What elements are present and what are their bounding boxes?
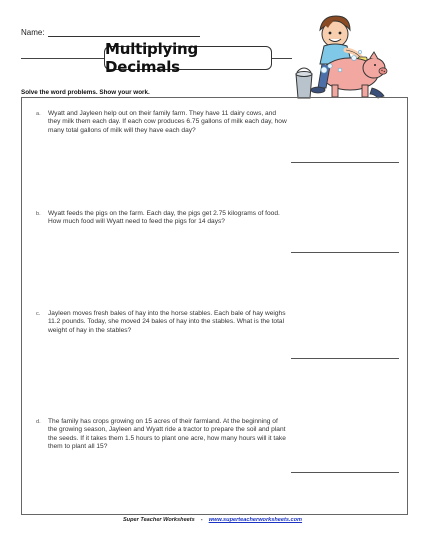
problem-letter: b. [36, 211, 41, 217]
problem-letter: c. [36, 311, 41, 317]
name-field[interactable] [48, 28, 200, 37]
answer-line[interactable] [291, 472, 399, 473]
header-rule-right [272, 58, 292, 59]
instructions: Solve the word problems. Show your work. [21, 89, 150, 96]
problem-text: The family has crops growing on 15 acres of their farmland. At the beginning of the growing season, Jayleen and Wyatt ride a tractor to prepare the soil and plant the seeds. If it takes them 1.5 hours to plant one acre, how many hours will it take them to plant all 15? [48, 418, 286, 451]
footer [0, 517, 425, 523]
problem-text: Wyatt and Jayleen help out on their family farm. They have 11 dairy cows, and they milk them each day. If each cow produces 6.75 gallons of milk each day, how many total gallons of milk will they have each day? [48, 110, 287, 134]
footer-url-link[interactable]: www.superteacherworksheets.com [208, 517, 303, 523]
name-label: Name: [21, 28, 45, 37]
name-row [21, 28, 200, 37]
problem-text: Wyatt feeds the pigs on the farm. Each day, the pigs get 2.75 kilograms of food. How much food will Wyatt need to feed the pigs for 14 days? [48, 210, 280, 226]
answer-line[interactable] [291, 252, 399, 253]
footer-brand: Super Teacher Worksheets [122, 517, 195, 523]
header-rule-left [21, 58, 105, 59]
footer-separator: - [200, 517, 203, 523]
problem-text: Jayleen moves fresh bales of hay into the horse stables. Each bale of hay weighs 11.2 pounds. Today, she moved 24 bales of hay into the stables. What is the total weight of hay in the stables? [48, 310, 286, 334]
problem-letter: a. [36, 111, 41, 117]
answer-line[interactable] [291, 358, 399, 359]
problems-box [21, 97, 408, 515]
boy-washing-pig-icon [292, 8, 388, 108]
answer-line[interactable] [291, 162, 399, 163]
page-title: Multiplying Decimals [105, 40, 199, 76]
title-box [104, 40, 272, 76]
problem-letter: d. [36, 419, 41, 425]
